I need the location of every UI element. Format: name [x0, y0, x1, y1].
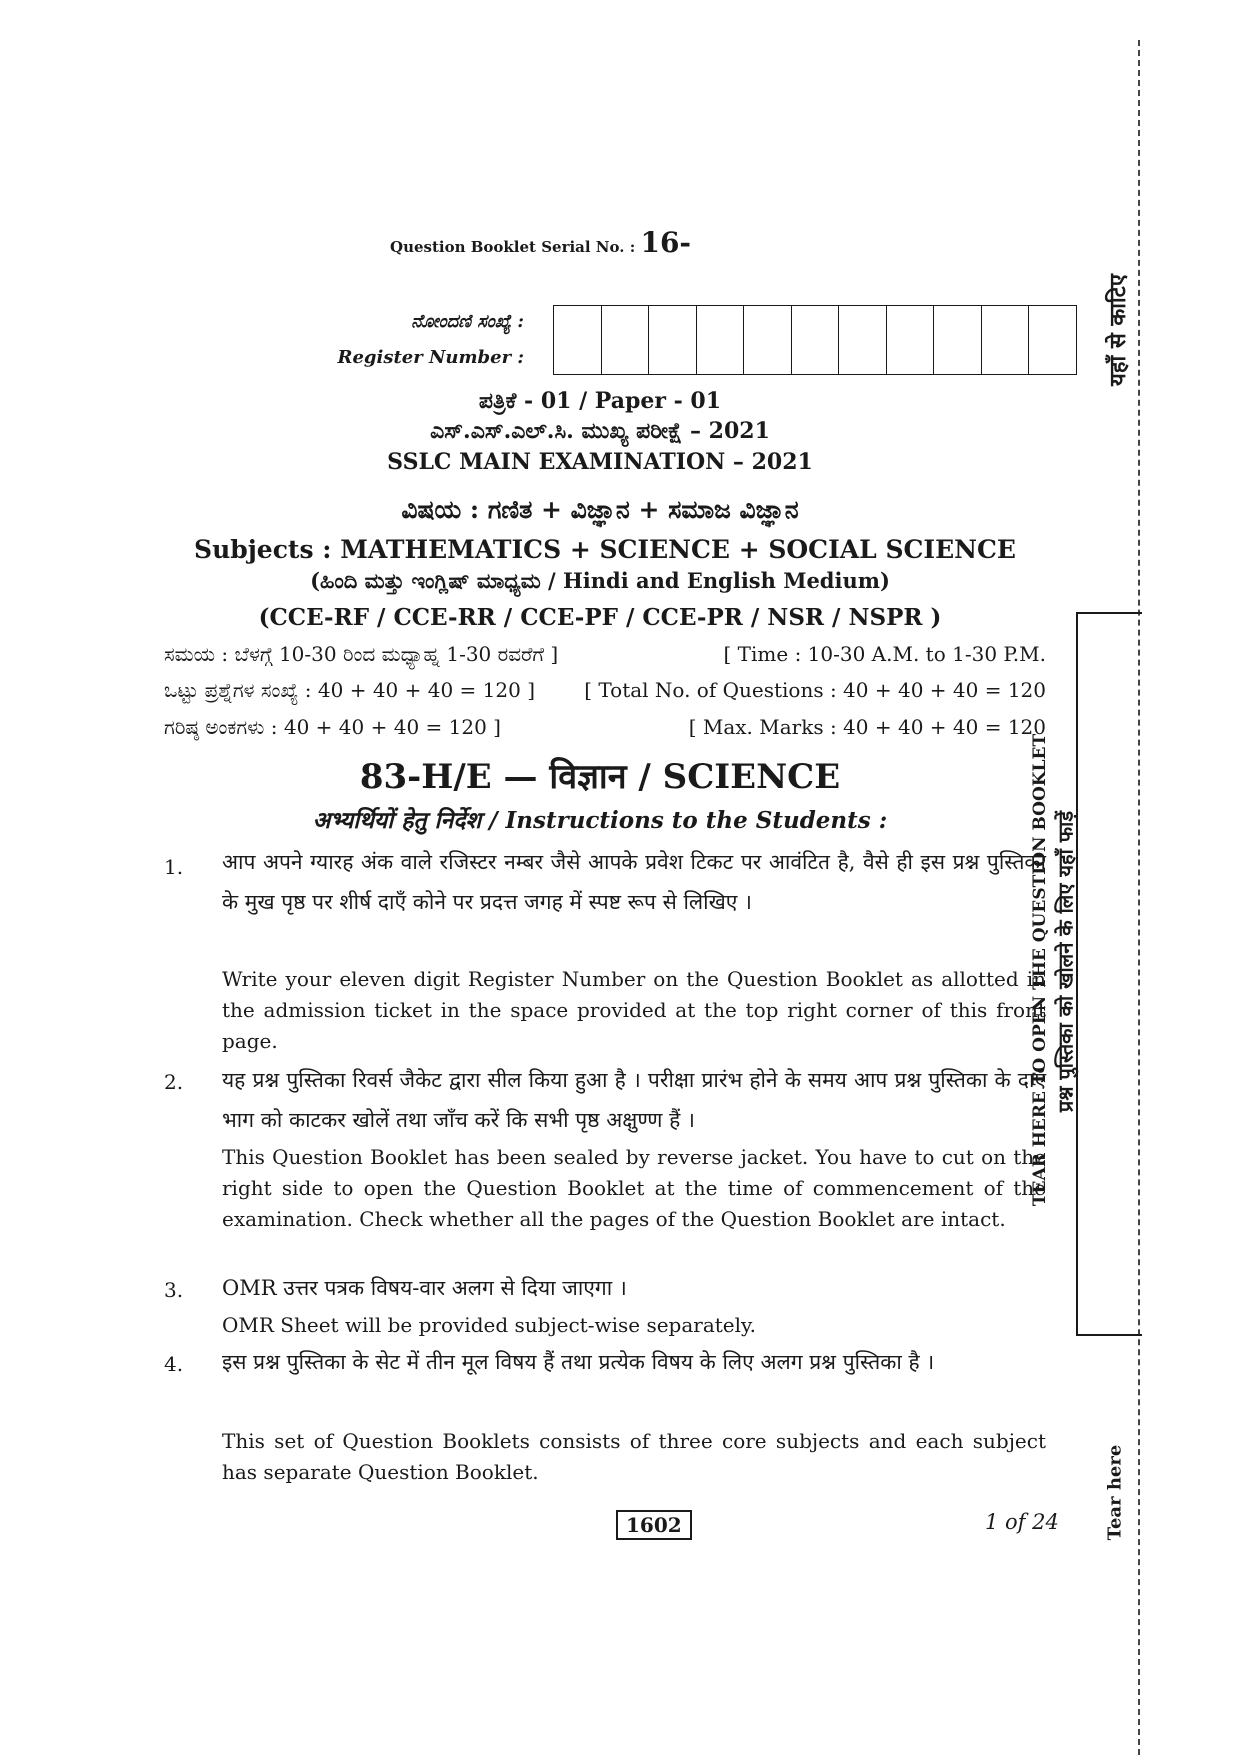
serial-label: Question Booklet Serial No. :: [390, 238, 641, 256]
marks-english: [ Max. Marks : 40 + 40 + 40 = 120: [688, 715, 1046, 739]
serial-number: [390, 226, 691, 259]
marks-kannada: ಗರಿಷ್ಠ ಅಂಕಗಳು : 40 + 40 + 40 = 120 ]: [164, 715, 501, 739]
instruction-hindi: आप अपने ग्यारह अंक वाले रजिस्टर नम्बर जैसे आपके प्रवेश टिकट पर आवंटित है, वैसे ही इस प्रश्न पुस्तिका के मुख पृष्ठ पर शीर्ष दाएँ कोने पर प्रदत्त जगह में स्पष्ट रूप से लिखिए ।: [222, 850, 1046, 914]
register-digit-box[interactable]: [982, 306, 1030, 374]
instruction-number: 3.: [164, 1278, 184, 1302]
tear-here-english: TEAR HERE TO OPEN THE QUESTION BOOKLET: [1030, 733, 1050, 1207]
tear-here-label: Tear here: [1104, 1444, 1126, 1541]
time-english: [ Time : 10-30 A.M. to 1-30 P.M.: [723, 642, 1046, 666]
register-digit-box[interactable]: [554, 306, 602, 374]
register-digit-box[interactable]: [744, 306, 792, 374]
instruction-english: This Question Booklet has been sealed by reverse jacket. You have to cut on the right side to open the Question Booklet at the time of commencement of the examination. Check whether all the pages of the Question Booklet are intact.: [222, 1145, 1046, 1231]
subject-kannada: ವಿಷಯ : ಗಣಿತ + ವಿಜ್ಞಾನ + ಸಮಾಜ ವಿಜ್ಞಾನ: [401, 495, 799, 524]
paper-number: ಪತ್ರಿಕೆ - 01 / Paper - 01: [478, 388, 722, 414]
paper-title: 83-H/E — विज्ञान / SCIENCE: [359, 757, 841, 797]
medium: (ಹಿಂದಿ ಮತ್ತು ಇಂಗ್ಲಿಷ್ ಮಾಧ್ಯಮ / Hindi and English Medium): [310, 568, 890, 593]
register-digit-box[interactable]: [792, 306, 840, 374]
exam-title-english: SSLC MAIN EXAMINATION – 2021: [387, 449, 813, 475]
info-marks-row: [164, 715, 1046, 739]
register-digit-box[interactable]: [839, 306, 887, 374]
instructions-heading: अभ्यर्थियों हेतु निर्देश / Instructions to the Students :: [312, 807, 888, 834]
register-labels: [250, 304, 524, 376]
tear-panel: [1076, 612, 1142, 1336]
instruction-hindi: इस प्रश्न पुस्तिका के सेट में तीन मूल विषय हैं तथा प्रत्येक विषय के लिए अलग प्रश्न पुस्तिका है ।: [222, 1350, 935, 1374]
questions-kannada: ಒಟ್ಟು ಪ್ರಶ್ನೆಗಳ ಸಂಖ್ಯೆ : 40 + 40 + 40 = 120 ]: [164, 678, 536, 702]
register-digit-box[interactable]: [1029, 306, 1076, 374]
instruction-english: This set of Question Booklets consists of three core subjects and each subject has separate Question Booklet.: [222, 1429, 1046, 1484]
register-digit-box[interactable]: [887, 306, 935, 374]
questions-english: [ Total No. of Questions : 40 + 40 + 40 = 120: [584, 678, 1046, 702]
cut-here-hindi: यहाँ से काटिए: [1105, 274, 1131, 386]
subjects-english: Subjects : MATHEMATICS + SCIENCE + SOCIAL SCIENCE: [194, 535, 1016, 564]
register-number-boxes[interactable]: [553, 305, 1077, 375]
register-digit-box[interactable]: [649, 306, 697, 374]
instruction-number: 2.: [164, 1070, 184, 1094]
serial-value: 16-: [640, 226, 692, 259]
instruction-english: Write your eleven digit Register Number on the Question Booklet as allotted in the admission ticket in the space provided at the top right corner of this front page.: [222, 967, 1046, 1053]
instruction-number: 1.: [164, 855, 184, 879]
instruction-number: 4.: [164, 1352, 184, 1376]
register-label-kannada: ನೋಂದಣಿ ಸಂಖ್ಯೆ :: [411, 311, 524, 332]
page-number: 1 of 24: [985, 1510, 1059, 1534]
register-digit-box[interactable]: [697, 306, 745, 374]
instruction-english: OMR Sheet will be provided subject-wise separately.: [222, 1313, 757, 1337]
exam-title-kannada: ಎಸ್.ಎಸ್.ಎಲ್.ಸಿ. ಮುಖ್ಯ ಪರೀಕ್ಷೆ – 2021: [430, 418, 770, 444]
tear-here-hindi: प्रश्न पुस्तिका को खोलने के लिए यहाँ फाड़ें: [1053, 810, 1078, 1113]
register-digit-box[interactable]: [934, 306, 982, 374]
course-codes: (CCE-RF / CCE-RR / CCE-PF / CCE-PR / NSR / NSPR ): [258, 604, 942, 631]
instruction-hindi: OMR उत्तर पत्रक विषय-वार अलग से दिया जाएगा ।: [222, 1276, 627, 1300]
info-questions-row: [164, 678, 1046, 702]
info-time-row: [164, 642, 1046, 666]
time-kannada: ಸಮಯ : ಬೆಳಗ್ಗೆ 10-30 ರಿಂದ ಮಧ್ಯಾಹ್ನ 1-30 ರವರೆಗೆ ]: [164, 642, 559, 666]
instruction-hindi: यह प्रश्न पुस्तिका रिवर्स जैकेट द्वारा सील किया हुआ है । परीक्षा प्रारंभ होने के समय आप प्रश्न पुस्तिका के दाएँ भाग को काटकर खोलें तथा जाँच करें कि सभी पृष्ठ अक्षुण्ण हैं ।: [222, 1068, 1046, 1132]
register-label-english: Register Number :: [337, 347, 524, 368]
register-digit-box[interactable]: [602, 306, 650, 374]
booklet-code: 1602: [616, 1510, 692, 1540]
